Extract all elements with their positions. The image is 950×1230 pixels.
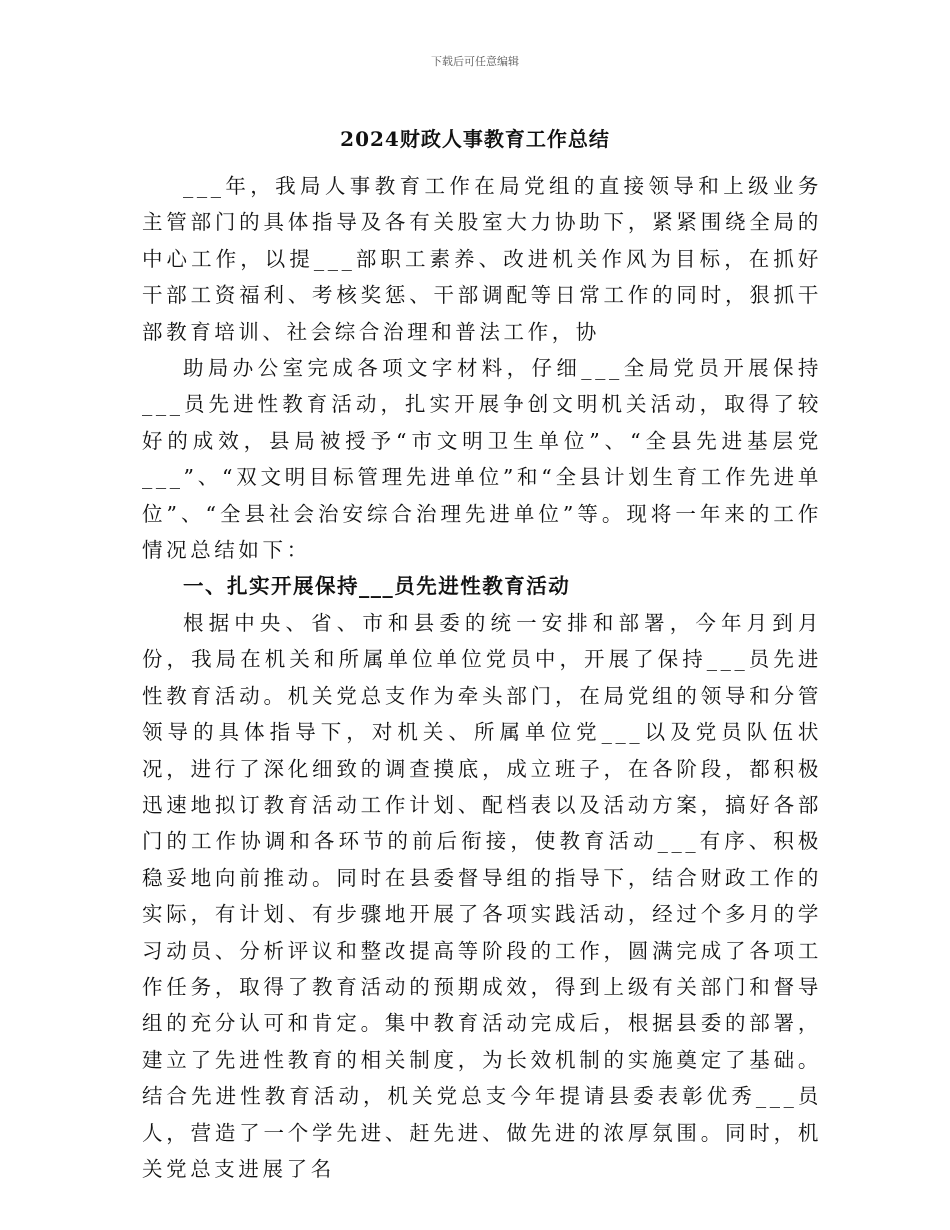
- section-heading-1: 一、扎实开展保持___员先进性教育活动: [183, 574, 571, 599]
- header-note: 下载后可任意编辑: [431, 55, 519, 68]
- paragraph-3: 根据中央、省、市和县委的统一安排和部署，今年月到月份，我局在机关和所属单位单位党员中，开展了保持___员先进性教育活动。机关党总支作为牵头部门，在局党组的领导和分管领导的具体指导下，对机关、所属单位党___以及党员队伍状况，进行了深化细致的调查摸底，成立班子，在各阶段，都积极迅速地拟订教育活动工作计划、配档表以及活动方案，搞好各部门的工作协调和各环节的前后衔接，使教育活动___有序、积极稳妥地向前推动。同时在县委督导组的指导下，结合财政工作的实际，有计划、有步骤地开展了各项实践活动，经过个多月的学习动员、分析评议和整改提高等阶段的工作，圆满完成了各项工作任务，取得了教育活动的预期成效，得到上级有关部门和督导组的充分认可和肯定。集中教育活动完成后，根据县委的部署，建立了先进性教育的相关制度，为长效机制的实施奠定了基础。结合先进性教育活动，机关党总支今年提请县委表彰优秀___员人，营造了一个学先进、赶先进、做先进的浓厚氛围。同时，机关党总支进展了名: [142, 610, 822, 1181]
- document-title: 2024财政人事教育工作总结: [340, 127, 610, 151]
- paragraph-1: ___年，我局人事教育工作在局党组的直接领导和上级业务主管部门的具体指导及各有关股室大力协助下，紧紧围绕全局的中心工作，以提___部职工素养、改进机关作风为目标，在抓好干部工资福利、考核奖惩、干部调配等日常工作的同时，狠抓干部教育培训、社会综合治理和普法工作，协: [142, 174, 822, 344]
- document-body: [142, 168, 822, 1187]
- paragraph-2: 助局办公室完成各项文字材料，仔细___全局党员开展保持___员先进性教育活动，扎实开展争创文明机关活动，取得了较好的成效，县局被授予“市文明卫生单位”、“全县先进基层党___”、“双文明目标管理先进单位”和“全县计划生育工作先进单位”、“全县社会治安综合治理先进单位”等。现将一年来的工作情况总结如下：: [142, 356, 822, 563]
